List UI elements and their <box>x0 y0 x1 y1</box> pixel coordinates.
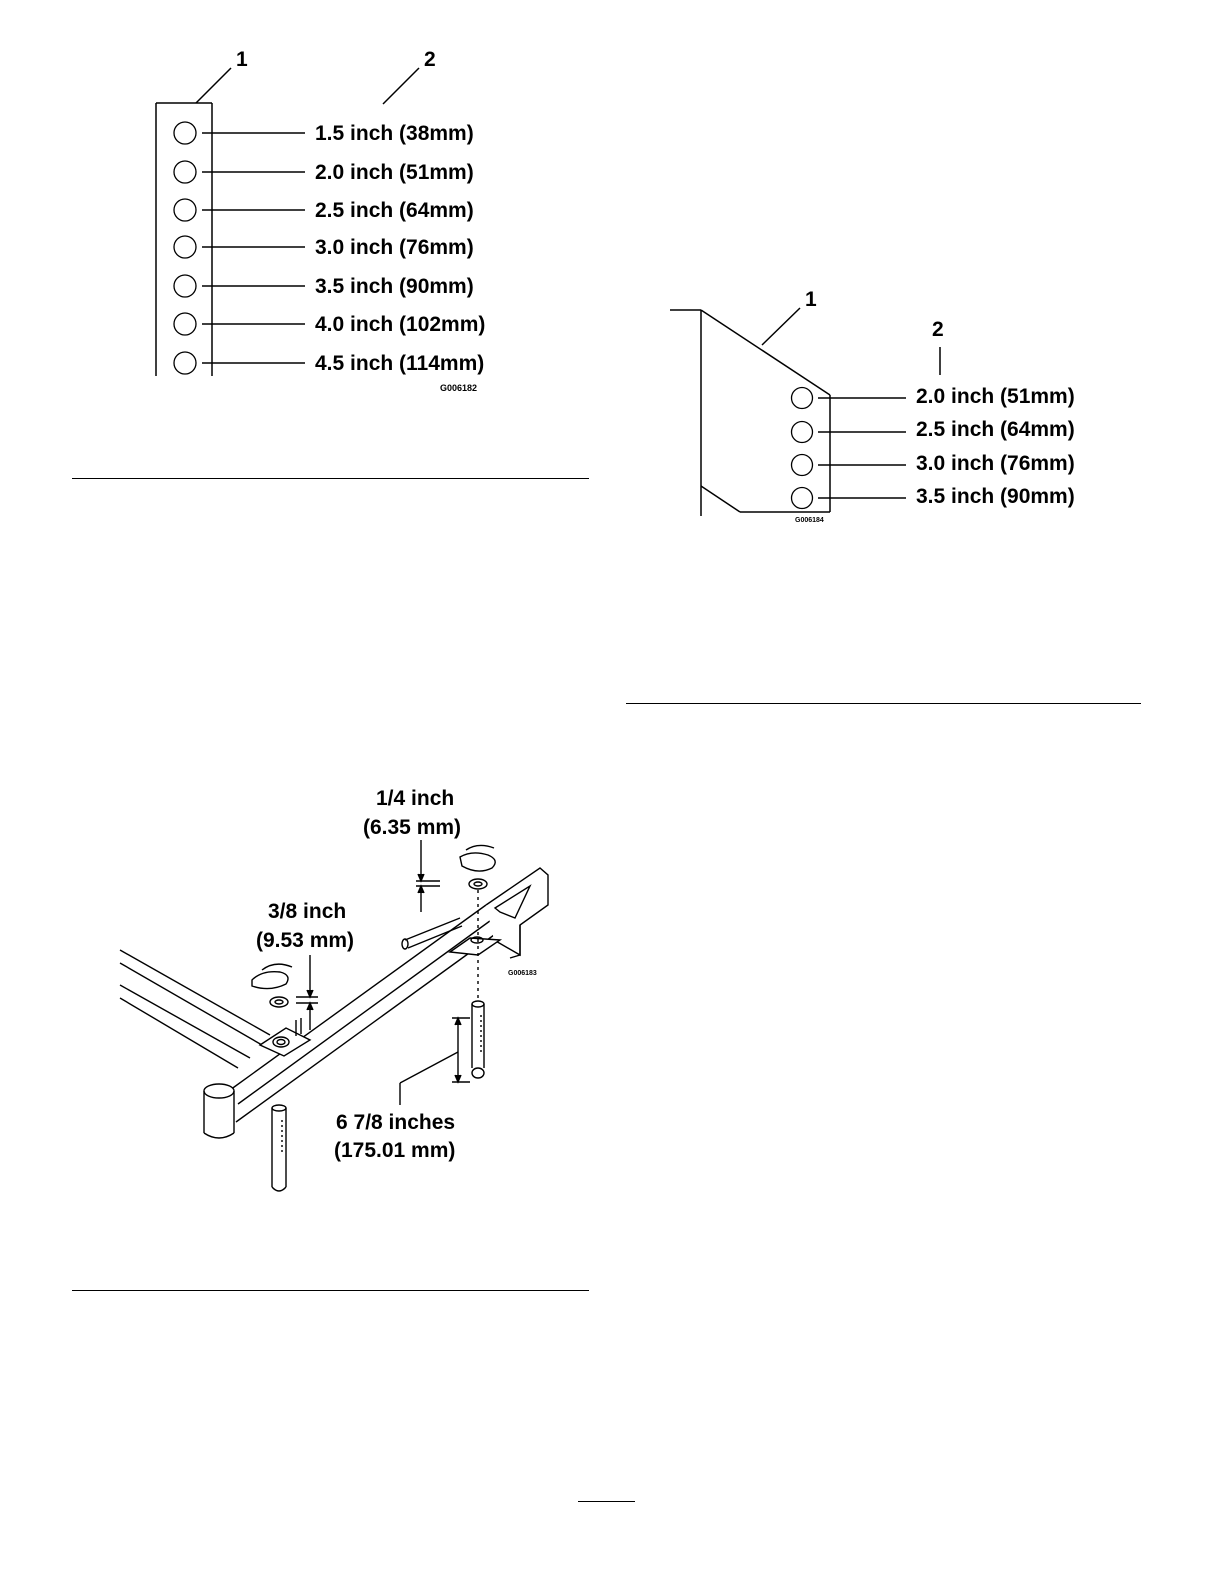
hole-row <box>174 122 474 145</box>
hole-label: 3.0 inch (76mm) <box>916 452 1075 475</box>
hole-row <box>174 352 484 375</box>
hole-circle <box>792 455 813 476</box>
callout-2: 2 <box>932 318 944 341</box>
hole-circle <box>174 161 196 183</box>
hole-circle <box>174 352 196 374</box>
hole-label: 1.5 inch (38mm) <box>315 122 474 145</box>
dim-three-eighths-inch: 3/8 inch <box>268 900 347 923</box>
hole-row <box>792 385 1075 409</box>
figure-height-holes-left <box>156 48 485 393</box>
hole-circle <box>792 388 813 409</box>
hole-label: 4.0 inch (102mm) <box>315 313 486 336</box>
figure-code: G006184 <box>795 517 824 524</box>
hole-label: 3.0 inch (76mm) <box>315 236 474 259</box>
figure-code: G006182 <box>440 383 478 393</box>
hole-row <box>174 275 474 298</box>
dim-length-mm: (175.01 mm) <box>334 1139 456 1162</box>
hole-row <box>792 418 1075 443</box>
hole-circle <box>174 313 196 335</box>
hole-label: 4.5 inch (114mm) <box>315 352 485 375</box>
hole-label: 2.5 inch (64mm) <box>916 418 1075 441</box>
dim-quarter-inch: 1/4 inch <box>376 787 455 810</box>
hole-circle <box>792 488 813 509</box>
hole-circle <box>174 236 196 258</box>
callout-2: 2 <box>424 48 436 71</box>
hole-circle <box>792 422 813 443</box>
hole-label: 2.0 inch (51mm) <box>916 385 1075 408</box>
dim-three-eighths-mm: (9.53 mm) <box>256 929 355 952</box>
hole-row <box>792 452 1075 476</box>
hole-row <box>174 161 474 184</box>
hole-row <box>174 313 485 336</box>
hole-label: 3.5 inch (90mm) <box>916 485 1075 508</box>
hole-circle <box>174 122 196 144</box>
hole-label: 2.5 inch (64mm) <box>315 199 474 222</box>
figure-code: G006183 <box>508 970 537 977</box>
hole-label: 3.5 inch (90mm) <box>315 275 474 298</box>
callout-1: 1 <box>236 48 248 71</box>
hole-circle <box>174 199 196 221</box>
dim-quarter-mm: (6.35 mm) <box>363 816 462 839</box>
callout-1: 1 <box>805 288 817 311</box>
hole-row <box>174 236 474 259</box>
hole-row <box>174 199 474 222</box>
dim-length-inch: 6 7/8 inches <box>336 1111 456 1134</box>
hole-row <box>792 485 1075 509</box>
figure-height-holes-right <box>670 288 1075 524</box>
hole-circle <box>174 275 196 297</box>
hole-label: 2.0 inch (51mm) <box>315 161 474 184</box>
